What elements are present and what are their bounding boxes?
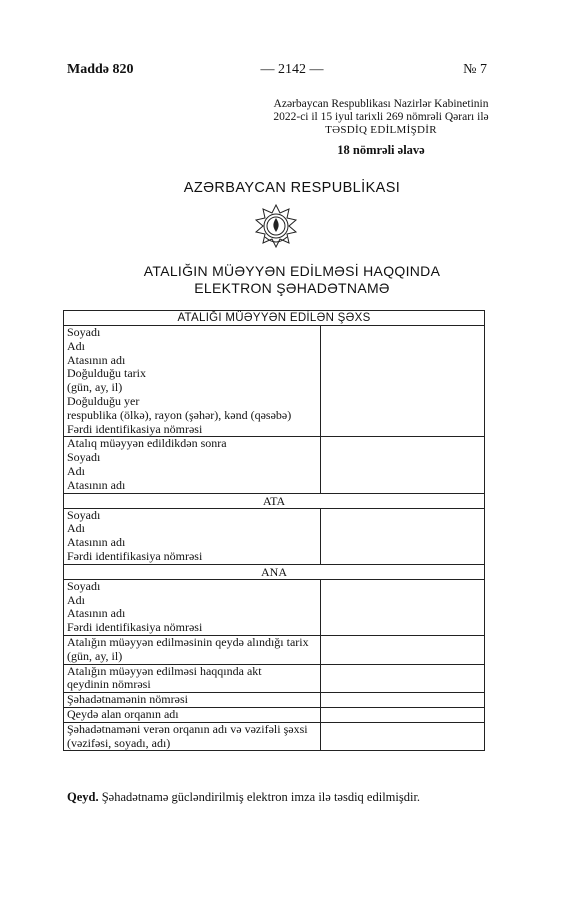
field-label: Doğulduğu tarix: [67, 366, 146, 381]
form-row-registration-date: [64, 635, 485, 664]
issue-number: № 7: [463, 62, 487, 77]
field-labels: [64, 326, 321, 437]
approval-line-3: TƏSDİQ EDİLMİŞDİR: [325, 124, 437, 136]
field-label: Şəhadətnamənin nömrəsi: [67, 692, 188, 707]
field-value: [321, 508, 485, 564]
field-label: Adı: [67, 521, 85, 536]
note-label: Qeyd.: [67, 790, 99, 804]
form-row-act-number: [64, 664, 485, 693]
title-line-1: ATALIĞIN MÜƏYYƏN EDİLMƏSİ HAQQINDA: [143, 263, 441, 279]
field-label: Fərdi identifikasiya nömrəsi: [67, 548, 203, 563]
field-label: Adı: [67, 463, 85, 478]
annex-number: 18 nömrəli əlavə: [337, 143, 425, 157]
field-value: [321, 326, 485, 437]
section-header-person: ATALIĞI MÜƏYYƏN EDİLƏN ŞƏXS: [64, 311, 485, 326]
section-header-father: ATA: [64, 493, 485, 508]
field-label: qeydinin nömrəsi: [67, 677, 151, 692]
page-number: — 2142 —: [260, 62, 324, 77]
form-row-father: [64, 508, 485, 564]
approval-line-2: 2022-ci il 15 iyul tarixli 269 nömrəli Qərarı ilə: [273, 111, 489, 123]
field-label: Fərdi identifikasiya nömrəsi: [67, 421, 203, 436]
field-label: Atasının adı: [67, 477, 126, 492]
form-row-registrar: [64, 707, 485, 722]
form-row-person-after: [64, 437, 485, 493]
field-labels: [64, 693, 321, 708]
form-row-issuer: [64, 722, 485, 751]
field-label: Şəhadətnaməni verən orqanın adı və vəzifəli şəxsi: [67, 721, 308, 736]
section-header-mother: ANA: [64, 564, 485, 579]
field-label: (gün, ay, il): [67, 648, 123, 663]
form-row-certificate-number: [64, 693, 485, 708]
field-label: Atasının adı: [67, 535, 126, 550]
certificate-form-table: [63, 310, 485, 751]
field-label: (gün, ay, il): [67, 380, 123, 395]
field-label: Atasının adı: [67, 352, 126, 367]
field-label: Adı: [67, 338, 85, 353]
article-number: Maddə 820: [67, 62, 134, 77]
field-value: [321, 437, 485, 493]
field-labels: [64, 437, 321, 493]
field-label: respublika (ölkə), rayon (şəhər), kənd (qəsəbə): [67, 407, 292, 422]
field-label: Soyadı: [67, 450, 101, 465]
approval-block: [252, 98, 510, 137]
field-label: Adı: [67, 592, 85, 607]
field-value: [321, 635, 485, 664]
field-label: Qeydə alan orqanın adı: [67, 706, 179, 721]
field-labels: [64, 635, 321, 664]
section-row-person: [64, 311, 485, 326]
section-row-mother: [64, 564, 485, 579]
title-line-2: ELEKTRON ŞƏHADƏTNAMƏ: [194, 280, 390, 296]
field-value: [321, 722, 485, 751]
republic-name: AZƏRBAYCAN RESPUBLİKASI: [183, 180, 401, 196]
field-value: [321, 664, 485, 693]
field-label: Soyadı: [67, 325, 101, 339]
field-label: Fərdi identifikasiya nömrəsi: [67, 620, 203, 635]
form-row-person-main: [64, 326, 485, 437]
field-label: Atalıq müəyyən edildikdən sonra: [67, 436, 227, 451]
document-title: [0, 263, 584, 297]
state-emblem-icon: [253, 203, 299, 249]
field-labels: [64, 508, 321, 564]
section-row-father: [64, 493, 485, 508]
field-labels: [64, 707, 321, 722]
approval-line-1: Azərbaycan Respublikası Nazirlər Kabinetinin: [273, 98, 489, 110]
field-value: [321, 707, 485, 722]
field-value: [321, 579, 485, 635]
footnote: [67, 790, 420, 805]
form-row-mother: [64, 579, 485, 635]
field-label: Soyadı: [67, 507, 101, 522]
field-label: Doğulduğu yer: [67, 393, 140, 408]
field-value: [321, 693, 485, 708]
field-label: (vəzifəsi, soyadı, adı): [67, 735, 171, 750]
field-label: Soyadı: [67, 578, 101, 593]
note-text: Şəhadətnamə gücləndirilmiş elektron imza ilə təsdiq edilmişdir.: [98, 790, 421, 804]
field-labels: [64, 664, 321, 693]
field-label: Atalığın müəyyən edilməsinin qeydə alındığı tarix: [67, 634, 309, 649]
field-labels: [64, 579, 321, 635]
field-labels: [64, 722, 321, 751]
field-label: Atalığın müəyyən edilməsi haqqında akt: [67, 663, 262, 678]
field-label: Atasının adı: [67, 606, 126, 621]
